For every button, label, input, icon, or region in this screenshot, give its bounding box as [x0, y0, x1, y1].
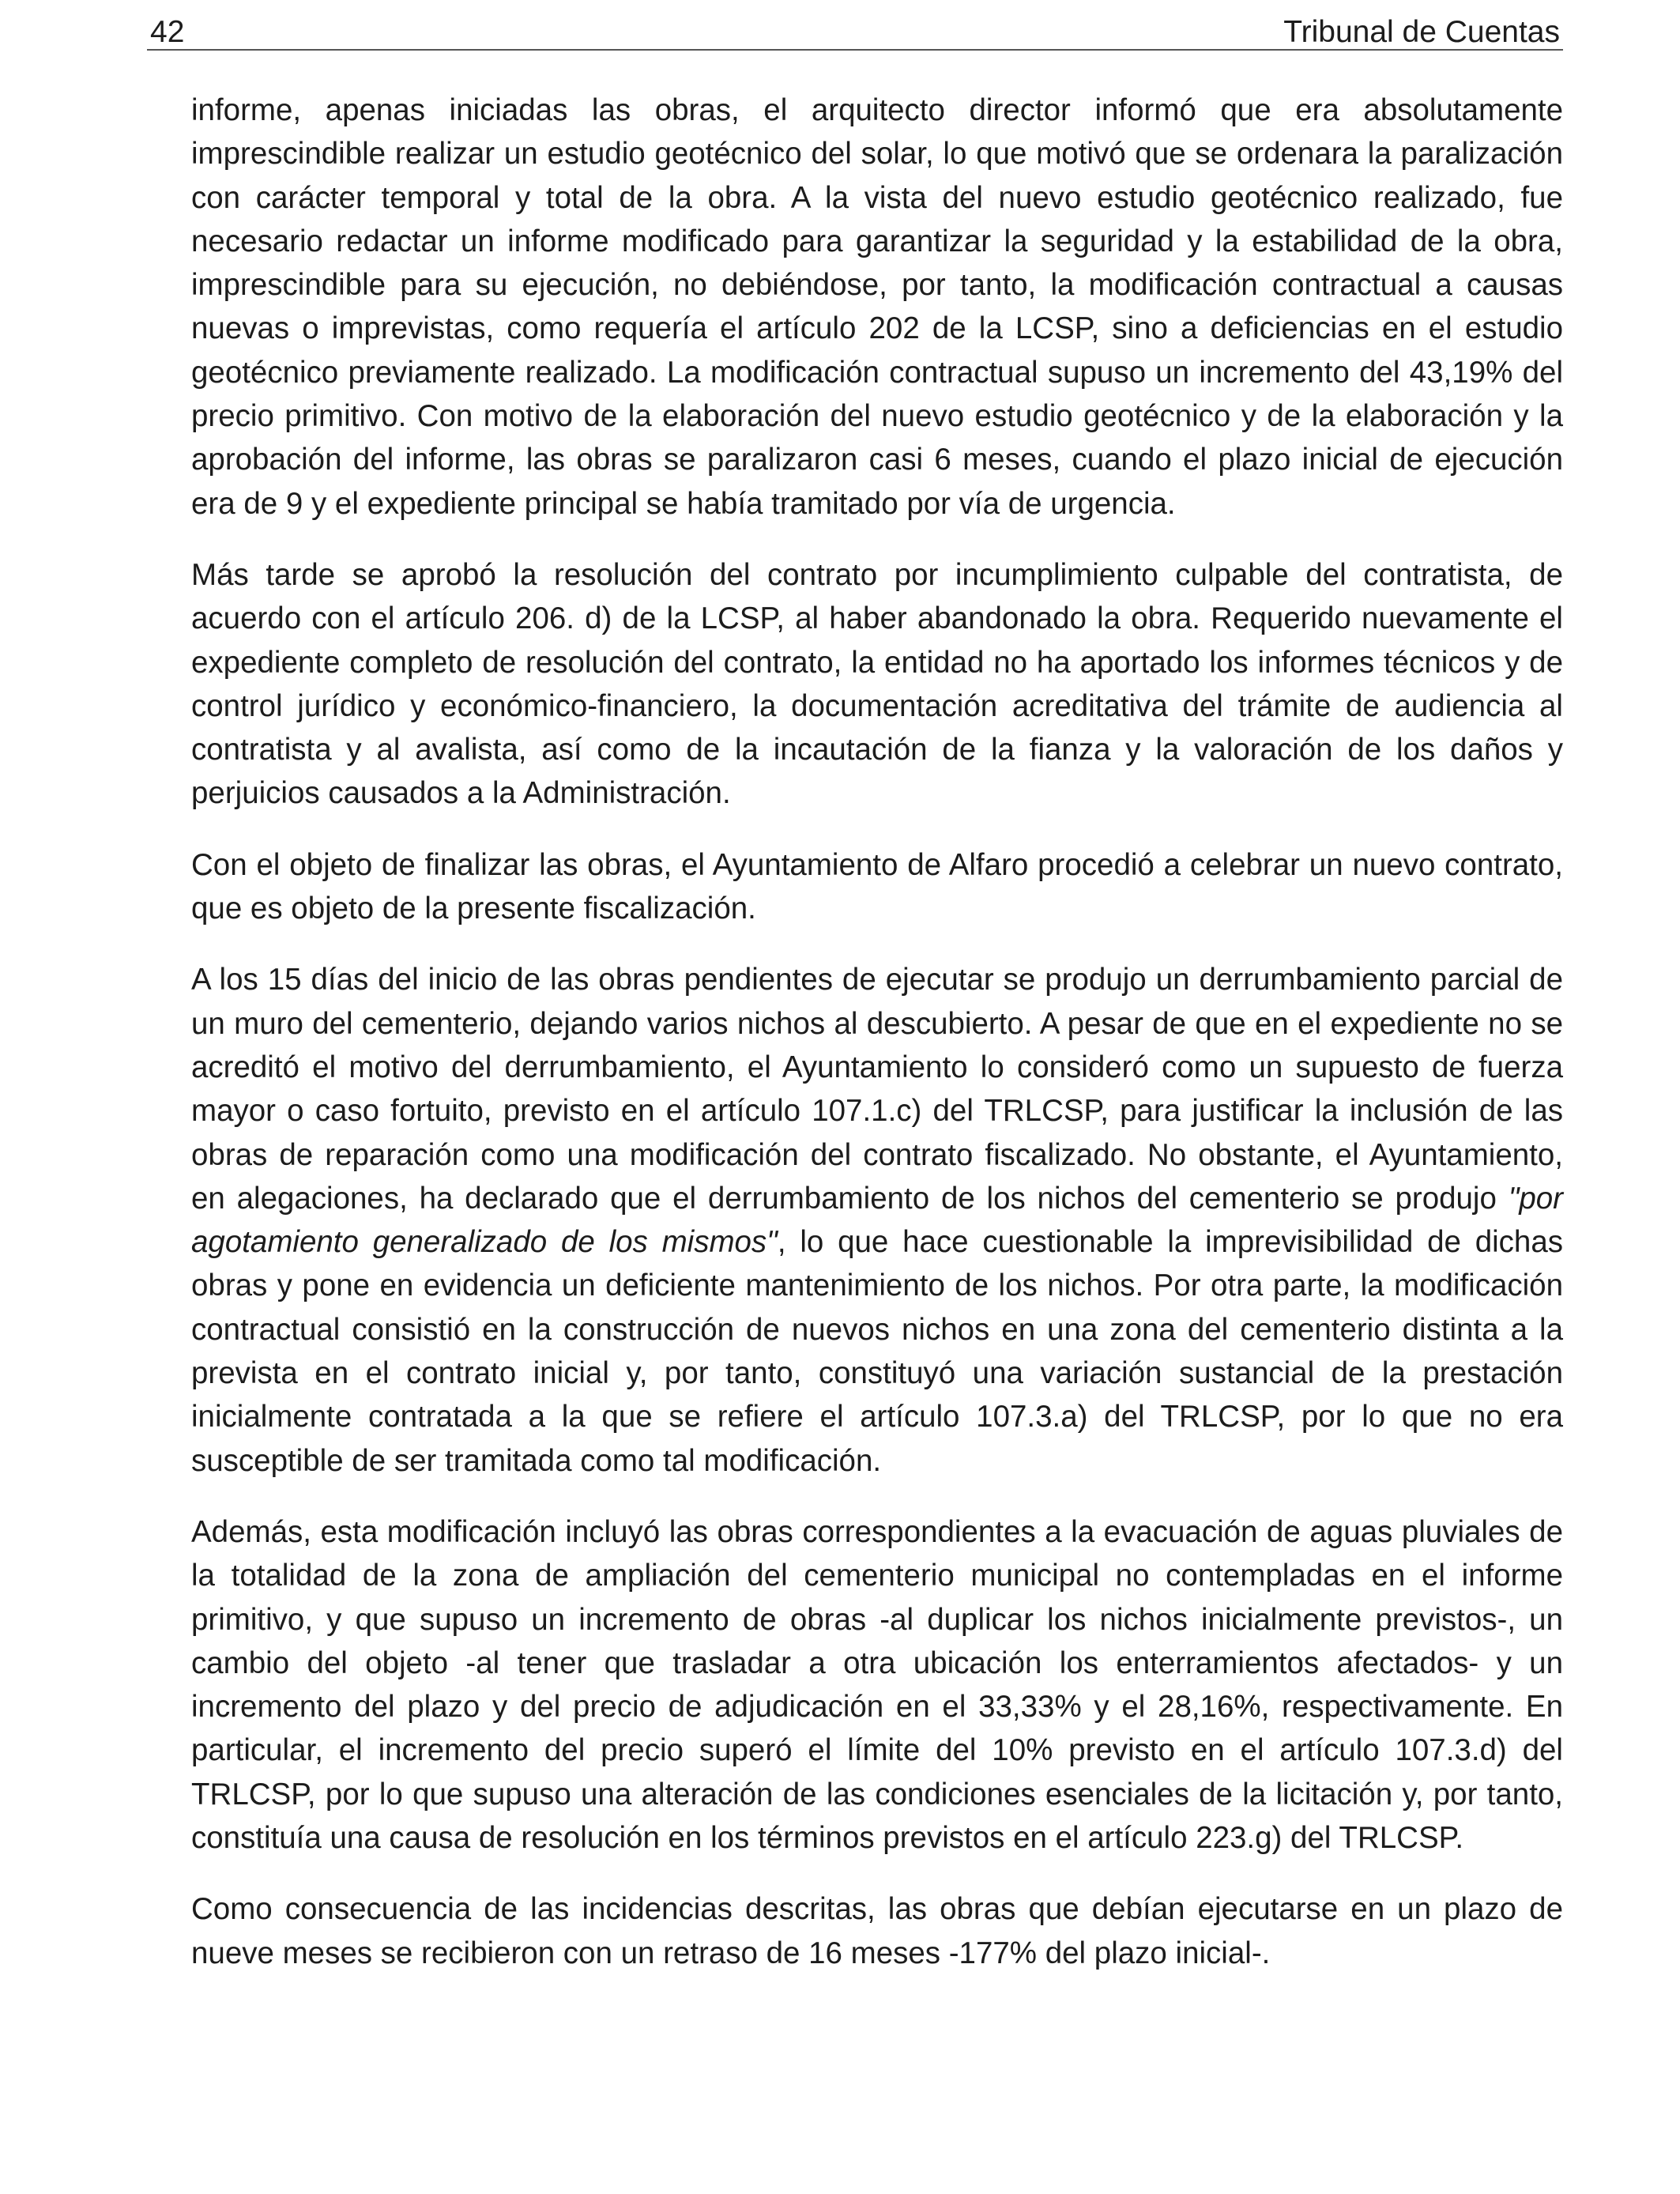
- paragraph-6: Como consecuencia de las incidencias descritas, las obras que debían ejecutarse en un plazo de nueve meses se recibieron con un retraso de 16 meses -177% del plazo inicial-.: [191, 1892, 1563, 1970]
- paragraph-4-quote: "por agotamiento generalizado de los mismos": [191, 1181, 1563, 1260]
- paragraph-1: informe, apenas iniciadas las obras, el arquitecto director informó que era absolutamente imprescindible realizar un estudio geotécnico del solar, lo que motivó que se ordenara la paralización con carácter temporal y total de la obra. A la vista del nuevo estudio geotécnico realizado, fue necesario redactar un informe modificado para garantizar la seguridad y la estabilidad de la obra, imprescindible para su ejecución, no debiéndose, por tanto, la modificación contractual a causas nuevas o imprevistas, como requería el artículo 202 de la LCSP, sino a deficiencias en el estudio geotécnico previamente realizado. La modificación contractual supuso un incremento del 43,19% del precio primitivo. Con motivo de la elaboración del nuevo estudio geotécnico y de la elaboración y la aprobación del informe, las obras se paralizaron casi 6 meses, cuando el plazo inicial de ejecución era de 9 y el expediente principal se había tramitado por vía de urgencia.: [191, 93, 1563, 521]
- paragraph-4-text-before: A los 15 días del inicio de las obras pendientes de ejecutar se produjo un derrumbamiento parcial de un muro del cementerio, dejando varios nichos al descubierto. A pesar de que en el expediente no se acreditó el motivo del derrumbamiento, el Ayuntamiento lo consideró como un supuesto de fuerza mayor o caso fortuito, previsto en el artículo 107.1.c) del TRLCSP, para justificar la inclusión de las obras de reparación como una modificación del contrato fiscalizado. No obstante, el Ayuntamiento, en alegaciones, ha declarado que el derrumbamiento de los nichos del cementerio se produjo: [191, 963, 1563, 1216]
- document-body: [191, 89, 1563, 2003]
- paragraph-3: Con el objeto de finalizar las obras, el Ayuntamiento de Alfaro procedió a celebrar un nuevo contrato, que es objeto de la presente fiscalización.: [191, 847, 1563, 926]
- paragraph-4-text-after: , lo que hace cuestionable la imprevisibilidad de dichas obras y pone en evidencia un deficiente mantenimiento de los nichos. Por otra parte, la modificación contractual consistió en la construcción de nuevos nichos en una zona del cementerio distinta a la prevista en el contrato inicial y, por tanto, constituyó una variación sustancial de la prestación inicialmente contratada a la que se refiere el artículo 107.3.a) del TRLCSP, por lo que no era susceptible de ser tramitada como tal modificación.: [191, 1225, 1563, 1478]
- header-title: Tribunal de Cuentas: [1283, 15, 1560, 49]
- page-number: 42: [150, 15, 185, 49]
- paragraph-2: Más tarde se aprobó la resolución del contrato por incumplimiento culpable del contratista, de acuerdo con el artículo 206. d) de la LCSP, al haber abandonado la obra. Requerido nuevamente el expediente completo de resolución del contrato, la entidad no ha aportado los informes técnicos y de control jurídico y económico-financiero, la documentación acreditativa del trámite de audiencia al contratista y al avalista, así como de la incautación de la fianza y la valoración de los daños y perjuicios causados a la Administración.: [191, 557, 1563, 811]
- paragraph-5: Además, esta modificación incluyó las obras correspondientes a la evacuación de aguas pluviales de la totalidad de la zona de ampliación del cementerio municipal no contempladas en el informe primitivo, y que supuso un incremento de obras -al duplicar los nichos inicialmente previstos-, un cambio del objeto -al tener que trasladar a otra ubicación los enterramientos afectados- y un incremento del plazo y del precio de adjudicación en el 33,33% y el 28,16%, respectivamente. En particular, el incremento del precio superó el límite del 10% previsto en el artículo 107.3.d) del TRLCSP, por lo que supuso una alteración de las condiciones esenciales de la licitación y, por tanto, constituía una causa de resolución en los términos previstos en el artículo 223.g) del TRLCSP.: [191, 1514, 1563, 1855]
- paragraph-4: [191, 958, 1563, 1483]
- page-header: [147, 9, 1563, 51]
